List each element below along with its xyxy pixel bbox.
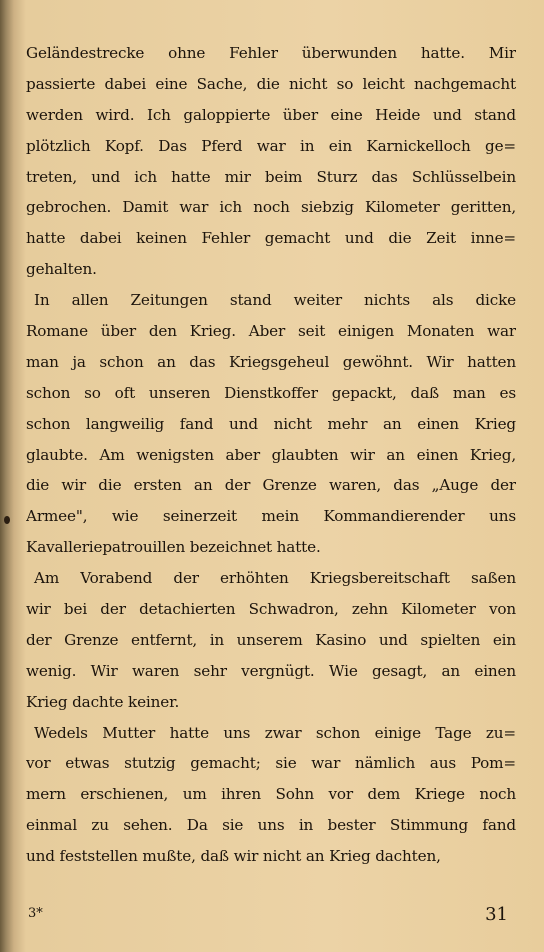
text-line: treten, und ich hatte mir beim Sturz das Schlüsselbein: [26, 167, 516, 186]
paragraph: [26, 285, 516, 563]
text-line: In allen Zeitungen stand weiter nichts als dicke: [34, 291, 516, 310]
signature-mark: 3*: [28, 906, 43, 921]
page-footer: [0, 900, 544, 940]
text-line: hatte dabei keinen Fehler gemacht und die Zeit inne=: [26, 229, 516, 248]
text-line: werden wird. Ich galoppierte über eine Heide und stand: [26, 105, 516, 124]
text-line: mern erschienen, um ihren Sohn vor dem Kriege noch: [26, 785, 516, 804]
text-line: und feststellen mußte, daß wir nicht an Krieg dachten,: [26, 847, 441, 866]
ink-mark: [4, 516, 10, 524]
text-line: Armee", wie seinerzeit mein Kommandierender uns: [26, 507, 516, 526]
text-line: Geländestrecke ohne Fehler überwunden hatte. Mir: [26, 44, 516, 62]
text-line: man ja schon an das Kriegsgeheul gewöhnt. Wir hatten: [26, 352, 516, 371]
text-line: schon langweilig fand und nicht mehr an einen Krieg: [26, 414, 516, 433]
paragraph: [26, 718, 516, 872]
page-number: 31: [485, 904, 508, 925]
text-line: die wir die ersten an der Grenze waren, das „Auge der: [26, 476, 516, 495]
body-text: [26, 38, 516, 872]
text-line: wenig. Wir waren sehr vergnügt. Wie gesagt, an einen: [26, 661, 516, 680]
text-line: gebrochen. Damit war ich noch siebzig Kilometer geritten,: [26, 198, 516, 217]
paragraph: [26, 563, 516, 717]
text-line: glaubte. Am wenigsten aber glaubten wir an einen Krieg,: [26, 445, 516, 464]
text-line: gehalten.: [26, 260, 97, 279]
text-line: vor etwas stutzig gemacht; sie war nämlich aus Pom=: [26, 754, 516, 773]
text-line: Romane über den Krieg. Aber seit einigen Monaten war: [26, 322, 516, 341]
text-line: Kavalleriepatrouillen bezeichnet hatte.: [26, 538, 321, 557]
text-line: wir bei der detachierten Schwadron, zehn Kilometer von: [26, 600, 516, 619]
text-line: passierte dabei eine Sache, die nicht so leicht nachgemacht: [26, 74, 516, 93]
text-line: der Grenze entfernt, in unserem Kasino und spielten ein: [26, 630, 516, 649]
text-line: einmal zu sehen. Da sie uns in bester Stimmung fand: [26, 816, 516, 835]
text-line: Am Vorabend der erhöhten Kriegsbereitschaft saßen: [34, 569, 516, 588]
paragraph: [26, 38, 516, 285]
text-line: Wedels Mutter hatte uns zwar schon einige Tage zu=: [34, 723, 516, 742]
text-line: Krieg dachte keiner.: [26, 692, 180, 711]
text-line: plötzlich Kopf. Das Pferd war in ein Karnickelloch ge=: [26, 136, 516, 155]
text-line: schon so oft unseren Dienstkoffer gepackt, daß man es: [26, 383, 516, 402]
